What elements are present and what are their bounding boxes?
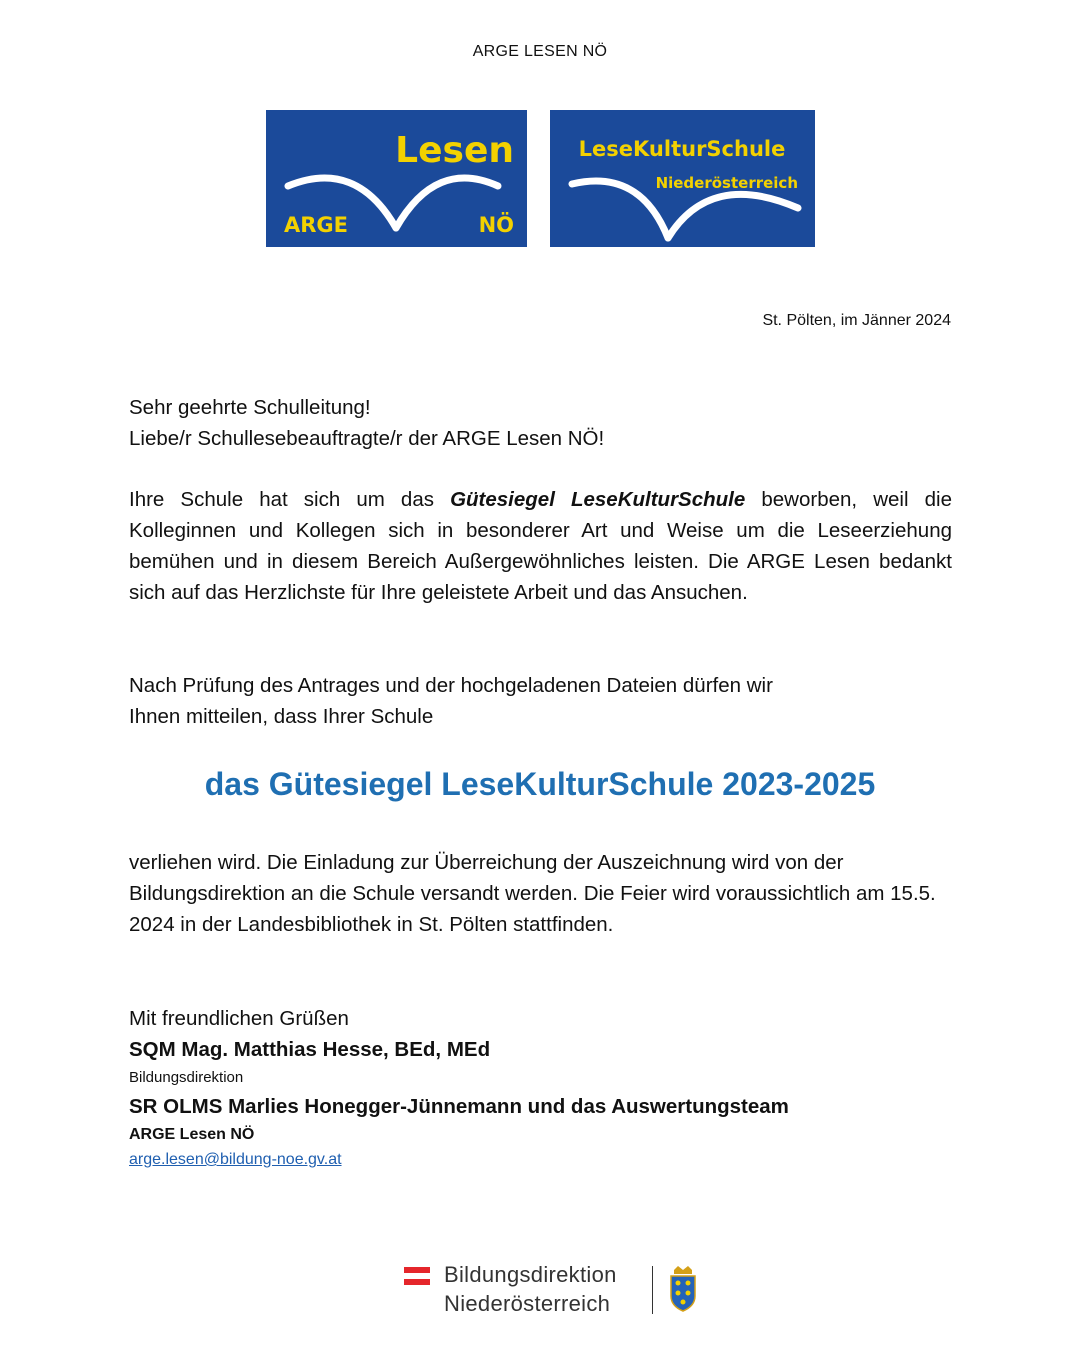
email-link[interactable]: arge.lesen@bildung-noe.gv.at [129,1151,342,1168]
lesekulturschule-logo [550,110,815,247]
award-heading: das Gütesiegel LeseKulturSchule 2023-2025 [204,766,876,802]
greeting-line1: Sehr geehrte Schulleitung! [129,396,371,419]
salutation: Mit freundlichen Grüßen [129,1007,349,1030]
signer-1-org: Bildungsdirektion [129,1069,244,1086]
lower-austria-crest-icon [668,1266,698,1312]
para1-post: beworben, weil die Kolleginnen und Kollegen sich in besonderer Art und Weise um die Leseerziehung bemühen und in diesem Bereich Außergewöhnliches leisten. Die ARGE Lesen bedankt sich auf das Herzlichste für Ihre geleistete Arbeit und das Ansuchen. [129,488,952,604]
para1-pre: Ihre Schule hat sich um das [129,488,451,511]
signer-1: SQM Mag. Matthias Hesse, BEd, MEd [129,1038,491,1061]
arge-logo-word: Lesen [395,130,514,171]
para2-line1: Nach Prüfung des Antrages und der hochgeladenen Dateien dürfen wir [129,674,773,697]
closing-block [129,1003,952,1172]
greeting [129,392,952,454]
page-header: ARGE LESEN NÖ [472,43,608,60]
paragraph-ceremony: verliehen wird. Die Einladung zur Überreichung der Auszeichnung wird von der Bildungsdirektion an die Schule versandt werden. Die Feier wird voraussichtlich am 15.5. 2024 in der Landesbibliothek in St. Pölten stattfinden. [129,851,936,936]
paragraph-review [129,670,952,732]
footer-line1: Bildungsdirektion [444,1262,617,1287]
para1-emphasis: Gütesiegel LeseKulturSchule [450,488,746,511]
arge-lesen-logo [266,110,527,247]
signer-2: SR OLMS Marlies Honegger-Jünnemann und das Auswertungsteam [129,1095,789,1118]
greeting-line2: Liebe/r Schullesebeauftragte/r der ARGE Lesen NÖ! [129,427,605,450]
lks-logo-sub: Niederösterreich [655,174,798,192]
footer-divider [652,1266,653,1314]
letter-date: St. Pölten, im Jänner 2024 [762,312,951,329]
paragraph-application [129,484,952,608]
footer-logo [402,1262,702,1318]
lks-logo-word: LeseKulturSchule [578,137,786,161]
austria-flag-icon [404,1267,430,1285]
footer-line2: Niederösterreich [444,1291,611,1316]
signer-2-org: ARGE Lesen NÖ [129,1126,255,1143]
para2-line2: Ihnen mitteilen, dass Ihrer Schule [129,705,434,728]
arge-logo-left: ARGE [284,213,349,237]
arge-logo-right: NÖ [478,213,514,237]
